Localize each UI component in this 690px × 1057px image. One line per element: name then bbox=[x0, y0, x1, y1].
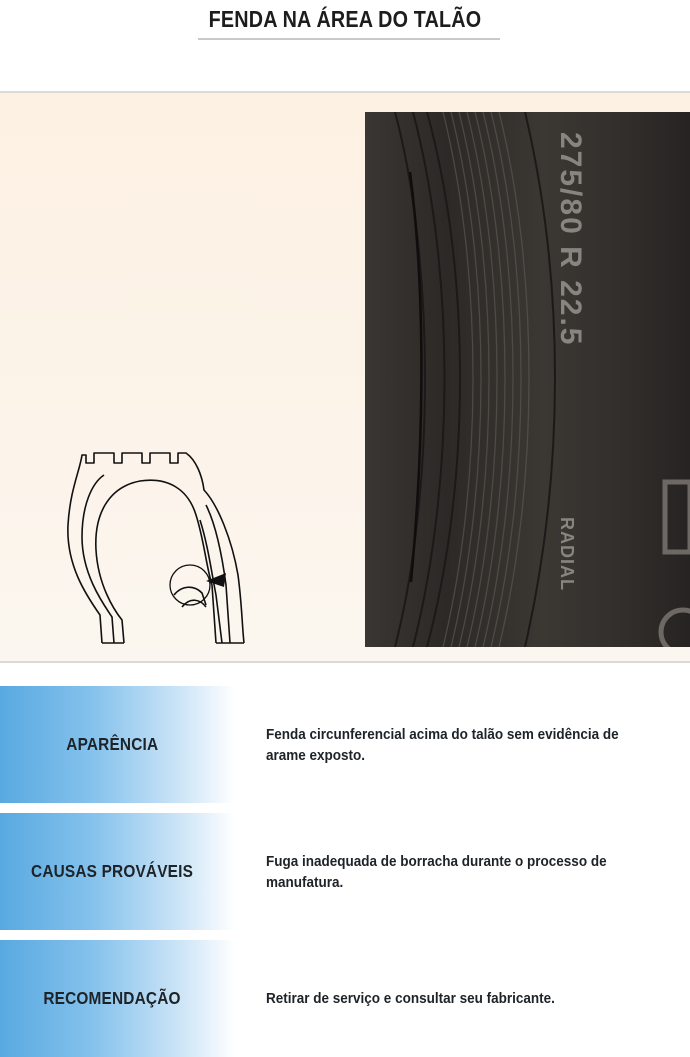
row-label: APARÊNCIA bbox=[66, 734, 159, 754]
tire-sidewall-photo bbox=[365, 112, 690, 647]
row-text: Fuga inadequada de borracha durante o processo de manufatura. bbox=[266, 852, 607, 891]
page-title: FENDA NA ÁREA DO TALÃO bbox=[208, 6, 482, 32]
sidewall-size-text: 275/80 R 22.5 bbox=[554, 132, 587, 347]
tire-cross-section-diagram bbox=[56, 445, 256, 650]
row-label: CAUSAS PROVÁVEIS bbox=[31, 861, 194, 881]
row-label: RECOMENDAÇÃO bbox=[43, 988, 182, 1008]
info-row-recommendation bbox=[0, 940, 690, 1057]
info-row-causes bbox=[0, 813, 690, 930]
row-text: Retirar de serviço e consultar seu fabricante. bbox=[266, 990, 555, 1007]
title-underline bbox=[198, 38, 500, 40]
row-text: Fenda circunferencial acima do talão sem evidência de arame exposto. bbox=[266, 725, 619, 764]
sidewall-radial-text: RADIAL bbox=[557, 517, 577, 591]
info-row-appearance bbox=[0, 686, 690, 803]
